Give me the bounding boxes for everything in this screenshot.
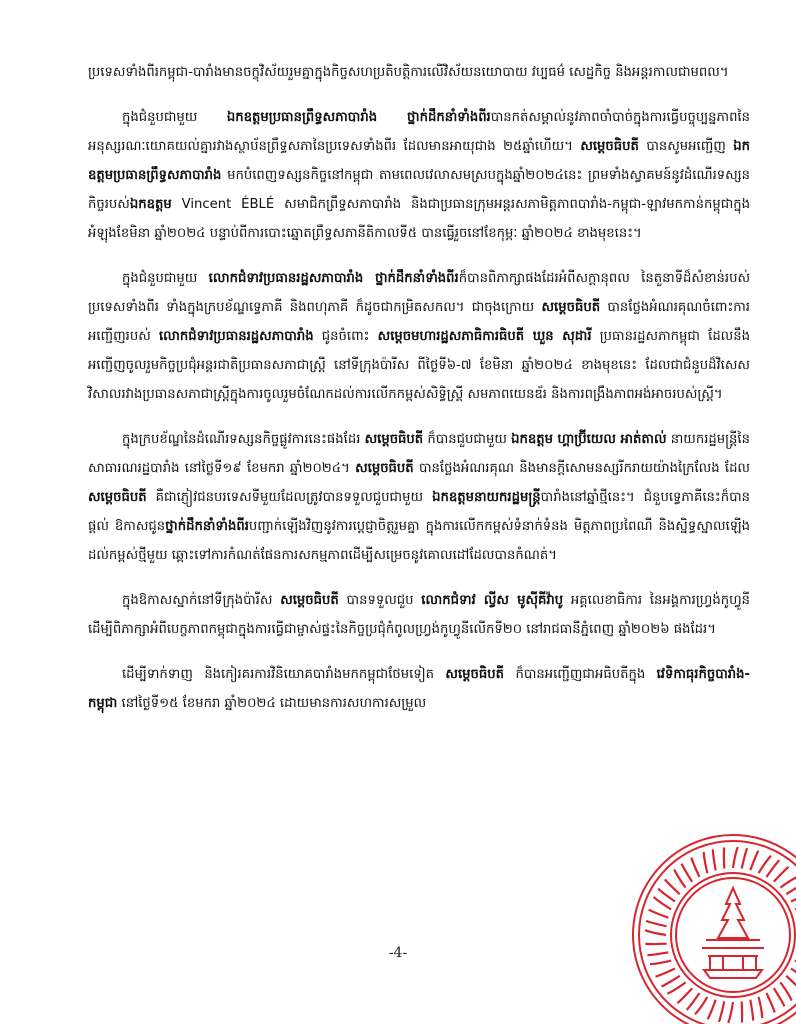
emphasized-text: សម្តេចធិបតី	[355, 461, 414, 476]
seal-ring-mark	[658, 889, 675, 902]
seal-ring-mark	[780, 982, 791, 1000]
body-text: គឺជាភ្ញៀវជនបរទេសទីមួយដែលត្រូវបានទទួលជួបជាមួយ	[146, 490, 433, 505]
emphasized-text: សម្តេចធិបតី	[541, 300, 601, 315]
emphasized-text: ឯកឧត្តម	[129, 197, 172, 212]
seal-ring-mark	[654, 897, 671, 910]
seal-ring-mark	[674, 869, 685, 887]
body-text: ក៏បានជួបជាមួយ	[423, 432, 512, 447]
body-text: បានថ្លែងអំណរគុណចំពោះការអញ្ជើញរបស់	[88, 300, 750, 344]
document-body	[88, 58, 750, 718]
seal-ring-mark	[691, 858, 699, 878]
emphasized-text: ថ្នាក់ដឹកនាំទាំងពីរ	[165, 519, 249, 534]
seal-ring-mark	[774, 867, 789, 882]
emphasized-text: ឯកឧត្តមប្រធានព្រឹទ្ធសភាបារាំង ថ្នាក់ដឹកនាំទាំងពីរ	[226, 110, 491, 125]
emphasized-text: សម្តេចធិបតី	[364, 432, 424, 447]
paragraph-2	[88, 103, 750, 248]
emphasized-text: សម្តេចធិបតី	[445, 667, 505, 682]
seal-ring-mark	[780, 876, 796, 887]
seal-ring-mark	[759, 856, 772, 873]
emphasized-text: សម្តេចធិបតី	[280, 593, 339, 608]
seal-ring-mark	[687, 993, 700, 1010]
seal-ring-mark	[733, 847, 738, 868]
body-text: ប្រធានរដ្ឋសភាកម្ពុជា ដែលនឹងអញ្ជើញចូលរួមកិច្ចប្រជុំអន្តរជាតិប្រធានសភាជាស្ត្រី នៅទីក្រុងប៉ារីស ពីថ្ងៃទី៦-៧ ខែមិនា ឆ្នាំ២០២៤ ខាងមុខនេះ ដែលជាជំនួបដ៏វិសេសវិសាលរវាងប្រធានសភាជាស្ត្រីក្នុងការចូលរួមចំណែកដល់ការលើកកម្ពស់សិទ្ធិស្ត្រី សមភាពយេនឌ័រ និងការពង្រឹងភាពអង់អាចរបស់ស្ត្រី។	[88, 329, 750, 402]
emphasized-text: លោកជំទាវប្រធានរដ្ឋសភាបារាំង	[158, 329, 314, 344]
seal-ring-mark	[665, 879, 680, 894]
body-text: បានសូមអញ្ជើញ	[638, 139, 734, 154]
body-text: នាយករដ្ឋមន្ត្រីនៃសាធារណរដ្ឋបារាំង នៅថ្ងៃទី១៩ ខែមករា ឆ្នាំ២០២៤។	[88, 432, 750, 476]
seal-ring-mark	[649, 910, 669, 918]
body-text: ប្រទេសទាំងពីរកម្ពុជា-បារាំងមានចក្ខុវិស័យរួមគ្នាក្នុងកិច្ចសហប្រតិបត្តិការលើវិស័យនយោបាយ វប្បធម៌ សេដ្ឋកិច្ច និងអន្តរកាលជាមពល។	[88, 65, 729, 80]
official-seal-icon	[628, 830, 796, 1024]
seal-ring-mark	[646, 921, 667, 926]
body-text: បានកត់សម្គាល់នូវភាពចាំបាច់ក្នុងការធ្វើបច្ចុប្បន្នភាពនៃអនុស្សរណៈយោគយល់គ្នារវាងស្ថាប័នព្រឹទ្ធសភានៃប្រទេសទាំងពីរ ដែលមានអាយុជាង ២៥ឆ្នាំហើយ។	[88, 110, 750, 154]
seal-ring-mark	[645, 930, 666, 935]
body-text: Vincent ÉBLÉ សមាជិកព្រឹទ្ធសភាបារាំង និងជាប្រធានក្រុមអន្តរសភាមិត្តភាពបារាំង-កម្ពុជា-ឡាវមកកាន់កម្ពុជាក្នុងអំឡុងខែមិនា ឆ្នាំ២០២៤ បន្ទាប់ពីការបោះឆ្នោតព្រឹទ្ធសភានីតិកាលទី៥ បានធ្វើរួចនៅខែកុម្ភៈ ឆ្នាំ២០២៤ ខាងមុខនេះ។	[88, 197, 750, 241]
body-text: នៅថ្ងៃទី១៥ ខែមករា ឆ្នាំ២០២៤ ដោយមានការសហការសម្រួល	[117, 696, 427, 711]
seal-ring-mark	[667, 982, 685, 993]
seal-ring-mark	[767, 993, 775, 1013]
paragraph-5	[88, 586, 750, 644]
body-text: អគ្គលេខាធិការ នៃអង្គការហ្វ្រង់កូហ្វូនី ដើម្បីពិភាក្សាអំពីបេក្ខភាពកម្ពុជាក្នុងការធ្វើជាម្ចាស់ផ្ទះនៃកិច្ចប្រជុំកំពូលហ្វ្រង់កូហ្វូនីលើកទី២០ នៅរាជធានីភ្នំពេញ ឆ្នាំ២០២៦ ផងដែរ។	[88, 593, 751, 637]
seal-ring-mark	[742, 848, 747, 869]
paragraph-3	[88, 264, 750, 409]
seal-ring-mark	[708, 1000, 716, 1020]
seal-ring-mark	[704, 852, 708, 873]
seal-ring-mark	[774, 988, 785, 1006]
paragraph-4	[88, 425, 750, 570]
seal-ring-mark	[750, 1000, 753, 1021]
seal-ring-mark	[677, 988, 692, 1003]
emphasized-text: លោកជំទាវ ល្វីស មូស៊ីគីវ៉ាបូ	[421, 593, 564, 608]
seal-ring-mark	[656, 969, 676, 977]
seal-ring-mark	[786, 976, 796, 991]
seal-ring-mark	[682, 864, 693, 882]
emphasized-text: លោកជំទាវប្រធានរដ្ឋសភាបារាំង ថ្នាក់ដឹកនាំទាំងពីរ	[208, 271, 459, 286]
body-text: ក៏បានអញ្ជើញជាអធិបតីក្នុង	[504, 667, 657, 682]
emphasized-text: វេទិកាធុរកិច្ចបារាំង-កម្ពុជា	[88, 667, 750, 711]
emphasized-text: សម្តេចមហារដ្ឋសភាធិការធិបតី ឃួន សុដារី	[377, 329, 592, 344]
seal-ring-mark	[713, 849, 716, 870]
body-text: បារាំងនៅឆ្នាំថ្មីនេះ។ ជំនួបទ្វេភាគីនេះក៏បានផ្តល់ ឱកាសជូន	[88, 490, 750, 534]
body-text: ក្នុងជំនួបជាមួយ	[122, 110, 227, 125]
body-text: ក៏បានពិភាក្សាផងដែរអំពីសក្តានុពល នៃតួនាទីដ៏សំខាន់របស់ប្រទេសទាំងពីរ ទាំងក្នុងក្របខ័ណ្ឌទ្វេភាគី និងពហុភាគី ក៏ដូចជាកម្រិតសកល។ ជាចុងក្រោយ	[88, 271, 750, 315]
body-text: បញ្ជាក់ឡើងវិញនូវការប្តេជ្ញាចិត្តរួមគ្នា ក្នុងការលើកកម្ពស់ទំនាក់ទំនង មិត្តភាពប្រពៃណី និងស្និទ្ធស្នាលឡើងដល់កម្ពស់ថ្មីមួយ ឆ្ពោះទៅការកំណត់ផែនការសកម្មភាពដើម្បីសម្រេចនូវគោលដៅដែលបានកំណត់។	[88, 519, 750, 563]
body-text: ក្នុងជំនួបជាមួយ	[122, 271, 209, 286]
emphasized-text: សម្តេចធិបតី	[88, 490, 147, 505]
body-text: បានថ្លែងអំណរគុណ និងមានក្តីសោមនស្សរីករាយយ៉ាងក្រៃលែង ដែល	[413, 461, 750, 476]
emphasized-text: ឯកឧត្តមនាយករដ្ឋមន្ត្រី	[432, 490, 541, 505]
body-text: មកបំពេញទស្សនកិច្ចនៅកម្ពុជា តាមពេលវេលាសមស្របក្នុងឆ្នាំ២០២៤នេះ ព្រមទាំងស្វាគមន៍នូវដំណើរទស្សនកិច្ចរបស់	[88, 168, 750, 212]
seal-ring-mark	[719, 1001, 724, 1022]
paragraph-6	[88, 660, 750, 718]
body-text: ក្នុងក្របខ័ណ្ឌនៃដំណើរទស្សនកិច្ចផ្លូវការនេះផងដែរ	[122, 432, 365, 447]
seal-ring-mark	[791, 969, 796, 982]
seal-ring-mark	[786, 884, 796, 895]
seal-ring-mark	[750, 851, 758, 871]
emphasized-text: សម្តេចធិបតី	[580, 139, 639, 154]
paragraph-1	[88, 58, 750, 87]
seal-ring-mark	[767, 860, 780, 877]
seal-ring-mark	[695, 997, 708, 1014]
emphasized-text: ឯកឧត្តម ហ្គាប្រ៊ីយេល អាត់តាល់	[511, 432, 667, 447]
body-text: ជូនចំពោះ	[313, 329, 378, 344]
seal-ring-mark	[728, 1002, 733, 1023]
seal-ring-mark	[647, 952, 668, 955]
seal-ring-mark	[662, 976, 680, 987]
body-text: ក្នុងឱកាសស្នាក់នៅទីក្រុងប៉ារីស	[122, 593, 281, 608]
seal-ring-mark	[791, 893, 796, 901]
page-number: -4-	[388, 945, 408, 961]
body-text: បានទទួលជួប	[338, 593, 422, 608]
emphasized-text: ឯកឧត្តមប្រធានព្រឹទ្ធសភាបារាំង	[88, 139, 750, 183]
seal-ring-mark	[759, 997, 763, 1018]
seal-ring-mark	[650, 961, 671, 965]
body-text: ដើម្បីទាក់ទាញ និងកៀរគរការវិនិយោគបារាំងមកកម្ពុជាថែមទៀត	[122, 667, 446, 682]
